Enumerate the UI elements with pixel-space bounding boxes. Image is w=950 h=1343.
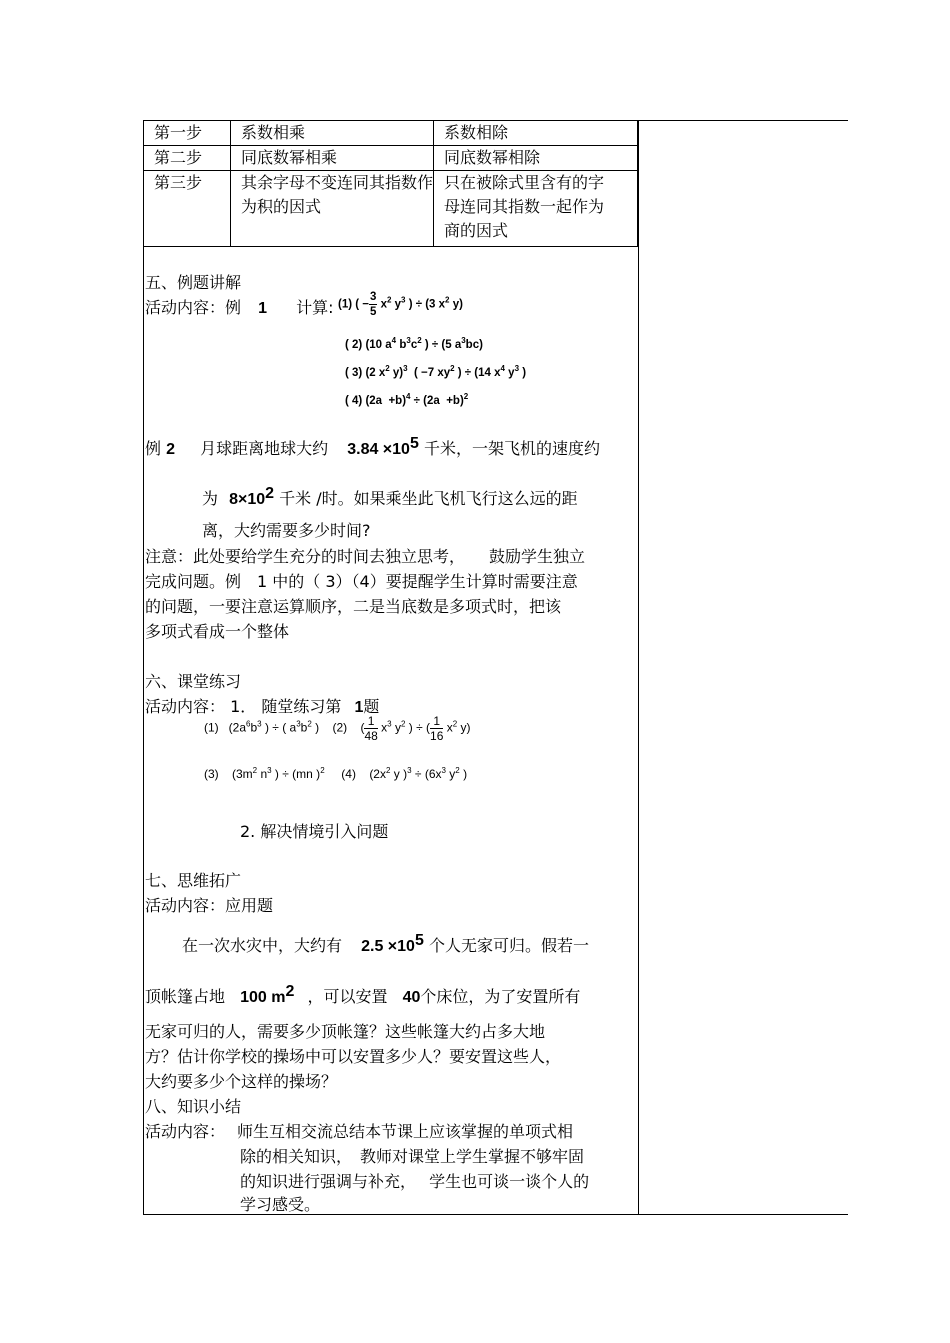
left-cell: 同底数幂相乘 — [231, 146, 434, 171]
ex2-label: 例 — [145, 439, 162, 458]
section6-heading: 六、课堂练习 — [145, 672, 242, 691]
practice-item-2: 2. 解决情境引入问题 — [240, 822, 389, 841]
ex2-text: 千米，一架飞机的速度约 — [423, 439, 600, 458]
summary-line: 的知识进行强调与补充， 学生也可谈一谈个人的 — [240, 1172, 590, 1191]
right-cell: 同底数幂相除 — [434, 146, 638, 171]
section5-activity — [145, 297, 334, 320]
section8-heading: 八、知识小结 — [145, 1097, 242, 1116]
frame-middle-line — [638, 120, 639, 1214]
problem-value: 100 m — [240, 989, 286, 1006]
step-cell: 第一步 — [144, 121, 231, 146]
problem-exponent: 5 — [414, 932, 424, 949]
example2-line3: 离，大约需要多少时间? — [202, 521, 371, 540]
table-row — [144, 121, 638, 146]
section7-activity: 活动内容：应用题 — [145, 896, 274, 915]
summary-line: 除的相关知识， 教师对课堂上学生掌握不够牢固 — [240, 1147, 585, 1166]
problem-text: 在一次水灾中，大约有 — [182, 936, 343, 955]
expr-4: ( 4) $(2a +b)^4 \div (2a +b)^2$ — [345, 392, 469, 407]
example2-line1 — [145, 435, 600, 461]
right-cell: 系数相除 — [434, 121, 638, 146]
problem-line1 — [182, 932, 589, 958]
note-line: 多项式看成一个整体 — [145, 622, 290, 641]
activity-label: 活动内容： 1． 随堂练习第 — [145, 697, 342, 716]
problem-text: ，可以安置 — [307, 987, 388, 1006]
note-line: 注意：此处要给学生充分的时间去独立思考， 鼓励学生独立 — [145, 547, 586, 566]
problem-line5: 大约要多少个这样的操场？ — [145, 1072, 338, 1091]
problem-text: 顶帐篷占地 — [145, 987, 226, 1006]
table-row — [144, 171, 638, 247]
note-line: 的问题，一要注意运算顺序，二是当底数是多项式时，把该 — [145, 597, 562, 616]
summary-line: 师生互相交流总结本节课上应该掌握的单项式相 — [237, 1122, 574, 1141]
left-cell: 其余字母不变连同其指数作为积的因式 — [231, 171, 434, 247]
problem-value: 40 — [402, 989, 421, 1006]
step-cell: 第二步 — [144, 146, 231, 171]
ex2-text: 千米 /时。如果乘坐此飞机飞行这么远的距 — [279, 489, 578, 508]
problem-exponent: 2 — [285, 983, 295, 1000]
ex2-value: 3.84 ×10 — [347, 441, 410, 458]
ex2-exponent: 2 — [265, 485, 275, 502]
expr-3: ( 3) (2 $x^2$ y)$^3$ ( −7 $xy^2$ ) ÷ (14 $x^4$ $y^3$ ) — [345, 364, 527, 379]
section7-heading: 七、思维拓广 — [145, 871, 242, 890]
steps-table — [143, 120, 638, 247]
ex2-value: 8×10 — [229, 491, 266, 508]
problem-text: 个床位，为了安置所有 — [420, 987, 581, 1006]
step-cell: 第三步 — [144, 171, 231, 247]
problem-value: 2.5 ×10 — [361, 938, 415, 955]
example-number: 1 — [258, 300, 268, 317]
ex2-text: 月球距离地球大约 — [200, 439, 329, 458]
expr-2: ( 2) (10 $a^4$ $b^3c^2$ ) ÷ (5 $a^3bc$) — [345, 336, 483, 351]
example2-line2 — [202, 485, 578, 511]
practice-expr-3-4: (3) ($3m^2$ $n^3$ ) ÷ (mn )$^2$ (4) ($2x^2$ y )$^3 \div (6x^3$ $y^2$ ) — [204, 766, 468, 781]
ex2-number: 2 — [166, 441, 176, 458]
problem-line4: 方？估计你学校的操场中可以安置多少人？要安置这些人， — [145, 1047, 562, 1066]
frame-left-line — [143, 120, 144, 1214]
section8-label: 活动内容： — [145, 1122, 226, 1141]
item-number: 1 — [354, 699, 364, 716]
frame-top-right-line — [638, 120, 848, 121]
expr-1: (1) ( − $\frac{3}{5}$ $x^2$ $y^3$ ) ÷ (3 $x^2$ y) — [338, 291, 463, 318]
right-cell: 只在被除式里含有的字母连同其指数一起作为商的因式 — [434, 171, 638, 247]
calc-label: 计算: — [296, 298, 334, 317]
ex2-exponent: 5 — [409, 435, 419, 452]
problem-text: 个人无家可归。假若一 — [428, 936, 589, 955]
table-row — [144, 146, 638, 171]
activity-label: 活动内容：例 — [145, 298, 242, 317]
problem-line2 — [145, 983, 581, 1009]
note-line: 完成问题。例 1 中的（ 3）（4）要提醒学生计算时需要注意 — [145, 572, 578, 591]
item-suffix: 题 — [363, 697, 380, 716]
ex2-text: 为 — [202, 489, 219, 508]
problem-line3: 无家可归的人，需要多少顶帐篷？这些帐篷大约占多大地 — [145, 1022, 546, 1041]
summary-line: 学习感受。 — [240, 1195, 321, 1214]
practice-expr-1-2: (1) ($2a^6b^3$ ) ÷ ( $a^3b^2$ ) (2) ( $\frac{1}{48}$ $x^3$ $y^2$ ) ÷ ( $\frac{1}{16}$ $x^2$ y) — [204, 714, 471, 743]
left-cell: 系数相乘 — [231, 121, 434, 146]
section5-heading: 五、例题讲解 — [145, 273, 242, 292]
